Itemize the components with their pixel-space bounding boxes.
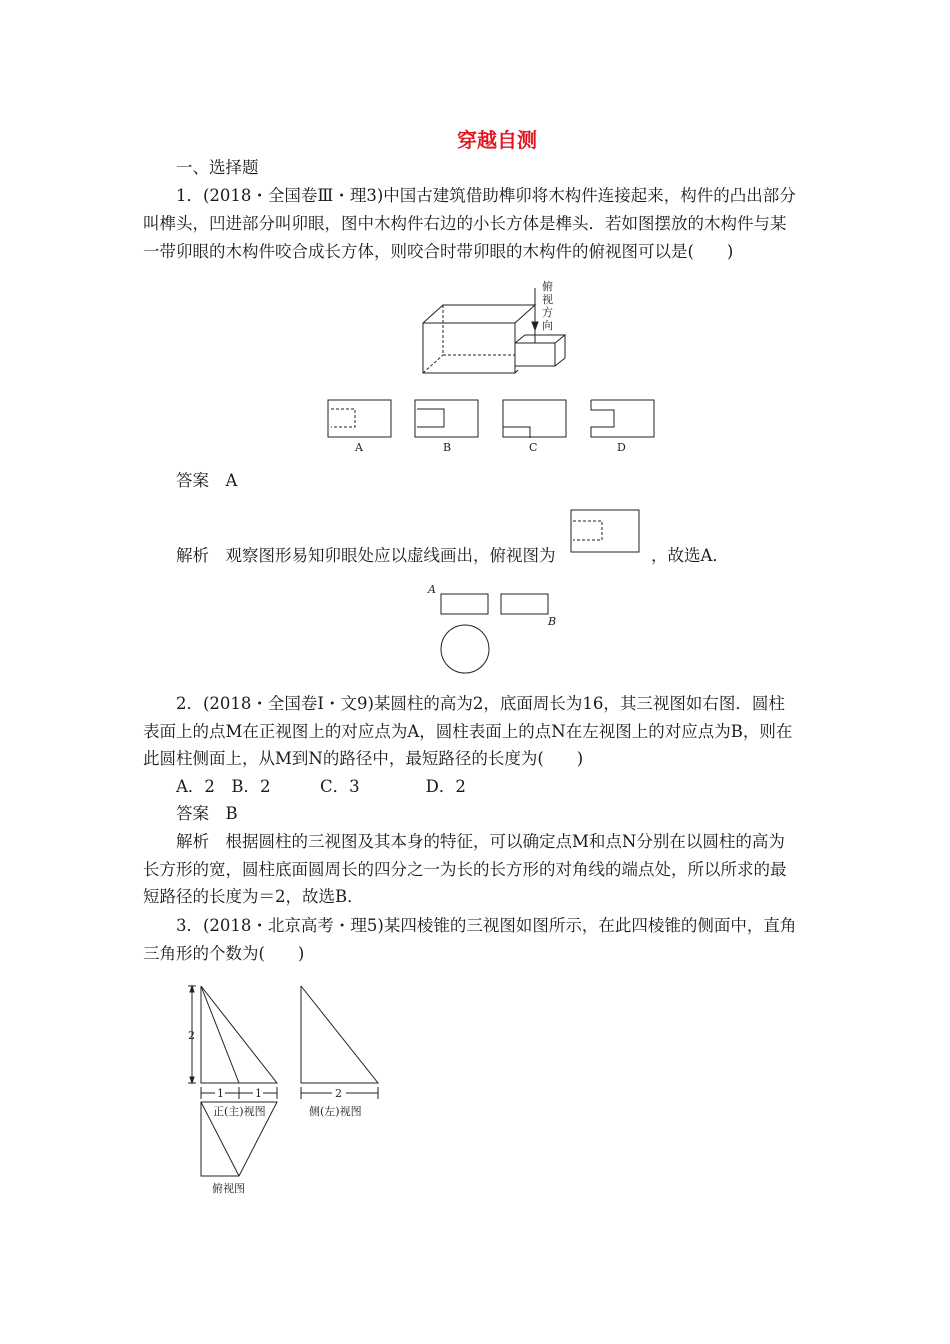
q1-analysis-suffix: ，故选A． [651,546,729,565]
q2-options: A．2 B．2 C．3 D．2 [176,777,466,796]
option-d-label: D [617,441,626,454]
side-view-caption: 侧(左)视图 [309,1105,362,1118]
front-view-outline [201,986,277,1083]
front-width-label-1: 1 [217,1087,224,1100]
q1-options-figure [325,397,665,457]
direction-char-4: 向 [542,319,553,332]
q2-text-line3: 此圆柱侧面上，从M到N的路径中，最短路径的长度为( ) [143,749,584,768]
q1-analysis-prefix: 解析 观察图形易知卯眼处应以虚线画出，俯视图为 [176,546,556,565]
q1-answer-top-view [570,509,642,557]
side-view-outline [301,986,378,1083]
option-a-view [328,400,391,437]
q2-analysis-line1: 解析 根据圆柱的三视图及其本身的特征，可以确定点M和点N分别在以圆柱的高为 [176,832,785,851]
front-view-rect [441,594,488,614]
q3-text-line2: 三角形的个数为( ) [143,944,305,963]
q2-analysis-line3: 短路径的长度为＝2，故选B． [143,887,364,906]
option-b-view [415,400,478,437]
direction-char-2: 视 [542,293,553,306]
front-view-caption: 正(主)视图 [213,1105,266,1118]
direction-char-3: 方 [542,306,553,319]
q1-text-line1: 1．(2018・全国卷Ⅲ・理3)中国古建筑借助榫卯将木构件连接起来，构件的凸出部分 [176,186,796,205]
option-c-label: C [529,441,538,454]
q1-answer: 答案 A [176,471,238,490]
top-view-caption: 俯视图 [212,1182,245,1195]
q3-text-line1: 3．(2018・北京高考・理5)某四棱锥的三视图如图所示，在此四棱锥的侧面中，直角 [176,916,797,935]
front-width-label-2: 1 [255,1087,262,1100]
side-width-label: 2 [335,1087,342,1100]
cylinder-three-views [424,583,574,675]
q2-answer: 答案 B [176,804,238,823]
section-heading: 一、选择题 [176,158,259,177]
option-a-label: A [355,441,363,454]
q2-text-line1: 2．(2018・全国卷Ⅰ・文9)某圆柱的高为2，底面周长为16，其三视图如右图．圆柱 [176,694,785,713]
q2-analysis-line2: 长方形的宽，圆柱底面圆周长的四分之一为长的长方形的对角线的端点处，所以所求的最 [143,860,787,879]
q1-text-line3: 一带卯眼的木构件咬合成长方体，则咬合时带卯眼的木构件的俯视图可以是( ) [143,242,734,261]
mortise-tenon-figure [415,278,575,378]
q2-text-line2: 表面上的点M在正视图上的对应点为A，圆柱表面上的点N在左视图上的对应点为B，则在 [143,722,793,741]
option-b-label: B [443,441,452,454]
point-b-label: B [548,615,557,628]
point-a-label: A [428,583,436,596]
option-c-view [503,400,566,437]
side-view-rect [501,594,548,614]
option-d-view [591,400,654,437]
page-title: 穿越自测 [457,128,537,152]
q1-text-line2: 叫榫头，凹进部分叫卯眼，图中木构件右边的小长方体是榫头．若如图摆放的木构件与某 [143,214,787,233]
direction-char-1: 俯 [542,280,553,293]
pyramid-three-views [180,983,390,1198]
top-view-circle [441,625,489,673]
front-height-label: 2 [188,1029,195,1042]
